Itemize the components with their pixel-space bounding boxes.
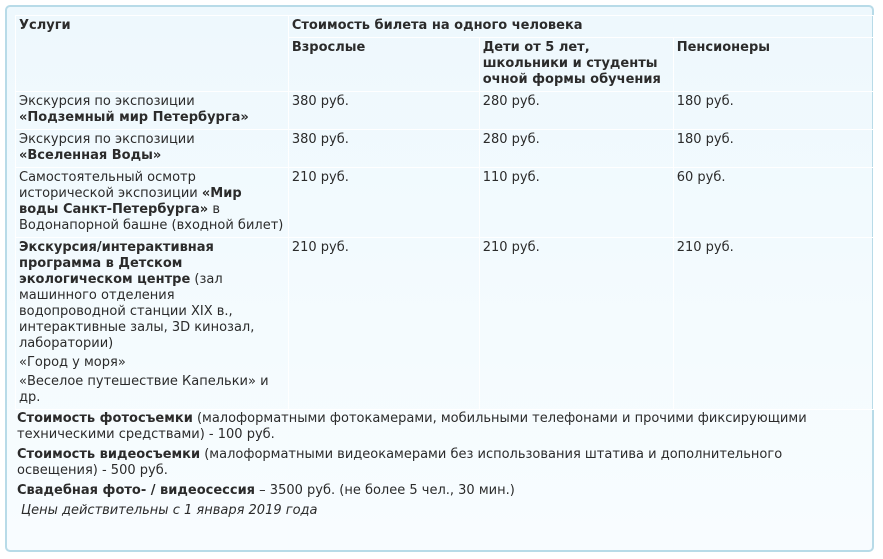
video-fee-note: Стоимость видеосъемки (малоформатными видеокамерами без использования штатива и дополнительного освещения) - 500 руб. <box>17 447 783 478</box>
price-children: 280 руб. <box>479 130 673 168</box>
table-row <box>16 238 874 410</box>
photo-fee-note: Стоимость фотосъемки (малоформатными фотокамерами, мобильными телефонами и прочими фиксирующими техническими средствами) - 100 руб. <box>17 411 807 442</box>
table-row <box>16 130 874 168</box>
table-row <box>16 92 874 130</box>
price-panel <box>5 5 874 552</box>
price-children: 280 руб. <box>479 92 673 130</box>
table-row <box>16 168 874 238</box>
program-name: «Город у моря» <box>19 355 126 370</box>
price-pensioners: 210 руб. <box>673 238 873 410</box>
price-pensioners: 180 руб. <box>673 92 873 130</box>
header-pensioners: Пенсионеры <box>673 38 873 92</box>
service-cell: Экскурсия по экспозиции «Подземный мир Петербурга» <box>16 92 289 130</box>
price-pensioners: 180 руб. <box>673 130 873 168</box>
price-adults: 210 руб. <box>288 238 479 410</box>
header-cost: Стоимость билета на одного человека <box>288 16 873 38</box>
table-header-row <box>16 16 874 38</box>
header-services: Услуги <box>16 16 289 92</box>
price-pensioners: 60 руб. <box>673 168 873 238</box>
price-children: 210 руб. <box>479 238 673 410</box>
service-cell: Самостоятельный осмотр исторической экспозиции «Мир воды Санкт-Петербурга» в Водонапорной башне (входной билет) <box>16 168 289 238</box>
price-notes <box>17 411 867 523</box>
wedding-fee-note: Свадебная фото- / видеосессия – 3500 руб. (не более 5 чел., 30 мин.) <box>17 483 515 498</box>
price-adults: 380 руб. <box>288 130 479 168</box>
price-adults: 210 руб. <box>288 168 479 238</box>
price-adults: 380 руб. <box>288 92 479 130</box>
validity-note: Цены действительны с 1 января 2019 года <box>21 503 318 518</box>
header-adults: Взрослые <box>288 38 479 92</box>
service-cell: Экскурсия/интерактивная программа в Детском экологическом центре (зал машинного отделения водопроводной станции XIX в., интерактивные залы, 3D кинозал, лаборатории) «Город у моря» «Веселое путешествие Капельки» и др. <box>16 238 289 410</box>
header-children: Дети от 5 лет, школьники и студенты очной формы обучения <box>479 38 673 92</box>
price-table <box>15 15 874 410</box>
price-children: 110 руб. <box>479 168 673 238</box>
program-name: «Веселое путешествие Капельки» и др. <box>19 374 269 405</box>
service-cell: Экскурсия по экспозиции «Вселенная Воды» <box>16 130 289 168</box>
